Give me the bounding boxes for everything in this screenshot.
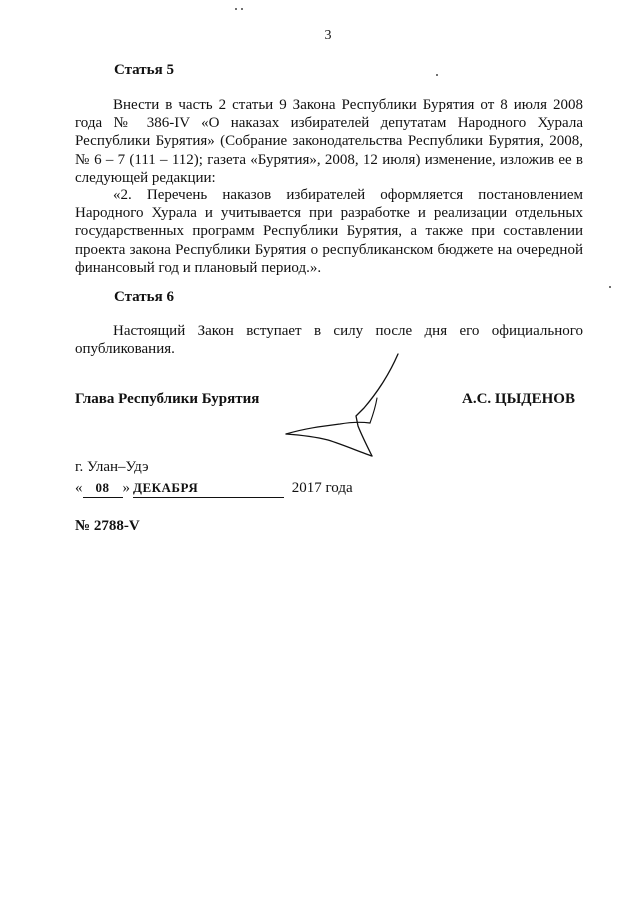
article-5-paragraph-2: «2. Перечень наказов избирателей оформляется постановлением Народного Хурала и учитывается при разработке и реализации отдельных государственных программ Республики Бурятия, а также при составлении проекта закона Республики Бурятия о республиканском бюджете на очередной финансовый год и плановый период.». xyxy=(75,187,583,276)
article-5-heading: Статья 5 xyxy=(114,62,174,78)
handwritten-signature xyxy=(280,352,405,462)
signatory-title: Глава Республики Бурятия xyxy=(75,391,260,407)
law-number: № 2788-V xyxy=(75,518,140,534)
date-year: 2017 года xyxy=(291,480,353,496)
date-month: ДЕКАБРЯ xyxy=(133,480,199,495)
signatory-name: А.С. ЦЫДЕНОВ xyxy=(462,391,575,407)
date-line xyxy=(75,480,353,498)
scan-speck xyxy=(609,286,611,288)
date-month-field xyxy=(133,480,284,498)
date-open-quote: « xyxy=(75,480,83,496)
article-6-heading: Статья 6 xyxy=(114,289,174,305)
page-number: 3 xyxy=(324,28,332,43)
date-close-quote: » xyxy=(122,480,130,496)
place-of-signing: г. Улан–Удэ xyxy=(75,459,149,475)
date-day: 08 xyxy=(95,480,110,495)
scan-speck xyxy=(235,8,237,10)
scan-speck xyxy=(436,74,438,76)
date-day-field xyxy=(83,480,123,498)
article-6-paragraph-1: Настоящий Закон вступает в силу после дня его официального опубликования. xyxy=(75,323,583,358)
article-5-paragraph-1: Внести в часть 2 статьи 9 Закона Республики Бурятия от 8 июля 2008 года № 386-IV «О наказах избирателей депутатам Народного Хурала Республики Бурятия» (Собрание законодательства Республики Бурятия, 2008, № 6 – 7 (111 – 112); газета «Бурятия», 2008, 12 июля) изменение, изложив ее в следующей редакции: xyxy=(75,97,583,186)
scan-speck xyxy=(241,8,243,10)
